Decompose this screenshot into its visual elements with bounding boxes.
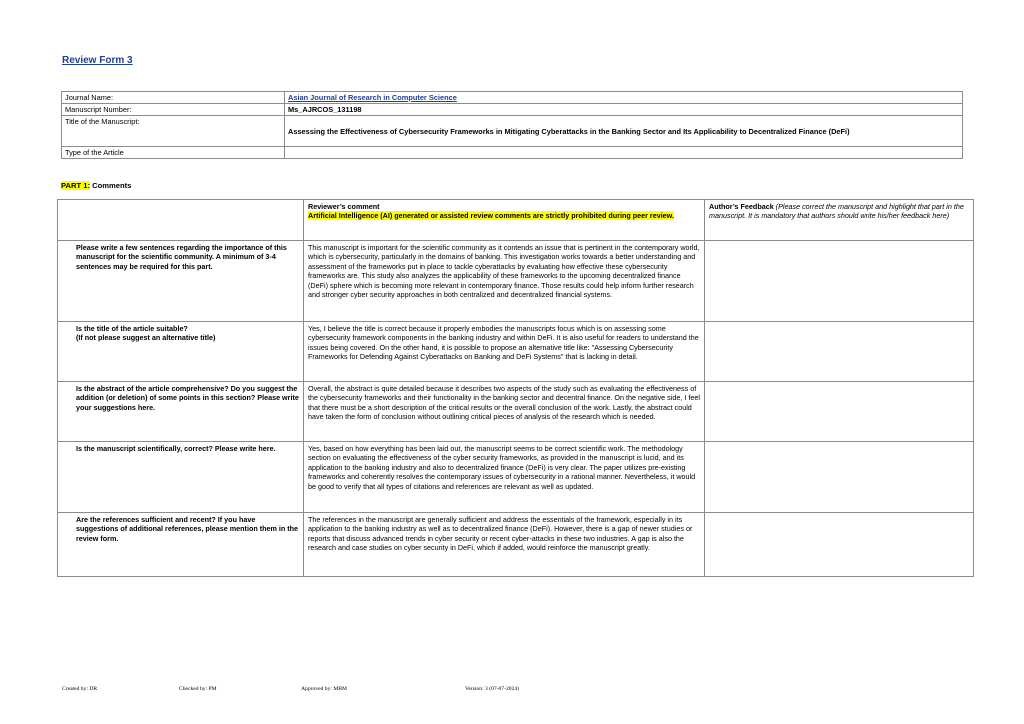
journal-name-row xyxy=(62,92,963,104)
question-cell: Please write a few sentences regarding the importance of this manuscript for the scientific community. A minimum of 3-4 sentences may be required for this part. xyxy=(58,241,304,322)
manuscript-title-label: Title of the Manuscript: xyxy=(62,116,285,147)
footer-created-by: Created by: DR xyxy=(62,686,98,692)
manuscript-number-value: Ms_AJRCOS_131198 xyxy=(285,104,963,116)
author-feedback-cell[interactable] xyxy=(705,442,974,513)
comments-table xyxy=(57,199,974,577)
reviewer-header-cell xyxy=(304,200,705,241)
reviewer-comment-cell: Overall, the abstract is quite detailed because it describes two aspects of the study such as evaluating the effectiveness of the cybersecurity frameworks and their functionality in the banking sector and decentral finance. On the negative side, I feel that there must be a short description of the critical results or the overall conclusion of the work. Lastly, the abstract could have taken the form of conclusion without outlining critical pieces of analysis of the research which is needed. xyxy=(304,382,705,442)
question-cell: Is the manuscript scientifically, correct? Please write here. xyxy=(58,442,304,513)
footer-checked-by: Checked by: PM xyxy=(179,686,217,692)
journal-name-label: Journal Name: xyxy=(62,92,285,104)
author-feedback-cell[interactable] xyxy=(705,322,974,382)
footer-approved-by: Approved by: MBM xyxy=(301,686,347,692)
footer-version: Version: 3 (07-07-2024) xyxy=(465,686,520,692)
form-title: Review Form 3 xyxy=(62,55,133,66)
reviewer-comment-cell: This manuscript is important for the scientific community as it contends an issue that is pertinent in the contemporary world, which is cybersecurity, particularly in the domains of banking. This investigation works towards a better understanding and assessment of the frameworks put in place to tackle cyberattacks by evaluating how effective these cybersecurity frameworks are. This study also analyzes the applicability of these frameworks to the upcoming decentralized finance (DeFi) sphere which is becoming more relevant in contemporary finance. Those results could help inform further research and stronger cyber security approaches in both centralized and decentralized financial systems. xyxy=(304,241,705,322)
article-type-row xyxy=(62,147,963,159)
table-row xyxy=(58,382,974,442)
author-feedback-header: Author’s Feedback xyxy=(709,202,774,211)
reviewer-comment-cell: Yes, I believe the title is correct because it properly embodies the manuscripts focus which is on assessing some cybersecurity framework components in the banking industry and within DeFi. It is also useful for readers to understand the issues being covered. On the other hand, it is possible to propose an alternative title like: "Assessing Cybersecurity Frameworks for Defending Against Cyberattacks on Banking and DeFi Systems" that is lacking in detail. xyxy=(304,322,705,382)
part1-heading xyxy=(61,181,131,190)
part1-heading-prefix: PART 1: xyxy=(61,181,90,190)
manuscript-number-row xyxy=(62,104,963,116)
table-row xyxy=(58,322,974,382)
question-header-cell xyxy=(58,200,304,241)
manuscript-title-row xyxy=(62,116,963,147)
author-feedback-instructions: (Please correct the manuscript and highlight that part in the manuscript. It is mandatory that authors should write his/her feedback here) xyxy=(709,202,964,221)
author-feedback-cell[interactable] xyxy=(705,241,974,322)
author-feedback-header-cell xyxy=(705,200,974,241)
comments-header-row xyxy=(58,200,974,241)
question-cell: Are the references sufficient and recent? If you have suggestions of additional references, please mention them in the review form. xyxy=(58,513,304,577)
question-line: Is the title of the article suitable? (If not please suggest an alternative title) xyxy=(76,324,216,343)
reviewer-comment-cell: The references in the manuscript are generally sufficient and address the essentials of the framework, especially in its application to the banking industry as well as to decentralized finance (DeFi). However, there is a gap of newer studies or reports that discuss advanced trends in cyber security or recent cyber-attacks in these two industries. A gap is also the research and case studies on cyber security in DeFi, which if added, would reinforce the manuscript greatly. xyxy=(304,513,705,577)
author-feedback-cell[interactable] xyxy=(705,382,974,442)
article-type-value[interactable] xyxy=(285,147,963,159)
author-feedback-cell[interactable] xyxy=(705,513,974,577)
question-cell: Is the abstract of the article comprehensive? Do you suggest the addition (or deletion) of some points in this section? Please write your suggestions here. xyxy=(58,382,304,442)
question-cell xyxy=(58,322,304,382)
table-row xyxy=(58,513,974,577)
reviewer-comment-header: Reviewer’s comment xyxy=(308,202,380,211)
ai-prohibition-notice: Artificial Intelligence (AI) generated or assisted review comments are strictly prohibited during peer review. xyxy=(308,211,675,221)
part1-heading-suffix: Comments xyxy=(89,181,132,190)
table-row xyxy=(58,442,974,513)
article-type-label: Type of the Article xyxy=(62,147,285,159)
manuscript-number-label: Manuscript Number: xyxy=(62,104,285,116)
table-row xyxy=(58,241,974,322)
page-footer xyxy=(0,686,1024,696)
manuscript-info-table xyxy=(61,91,963,159)
manuscript-title-value: Assessing the Effectiveness of Cybersecurity Frameworks in Mitigating Cyberattacks in the Banking Sector and Its Applicability to Decentralized Finance (DeFi) xyxy=(285,116,963,147)
journal-name-link[interactable]: Asian Journal of Research in Computer Science xyxy=(288,93,457,102)
reviewer-comment-cell: Yes, based on how everything has been laid out, the manuscript seems to be correct scientific work. The methodology section on evaluating the effectiveness of the cyber security frameworks, as provided in the manuscript is lucid, and its application to the banking industry and also to decentralized finance (DeFi) is very clear. The paper utilizes pre-existing frameworks and coherently resolves the contemporary issues of cybersecurity in a rational manner. Nevertheless, it would be good to verify that all types of citations and references are relevant as well as updated. xyxy=(304,442,705,513)
